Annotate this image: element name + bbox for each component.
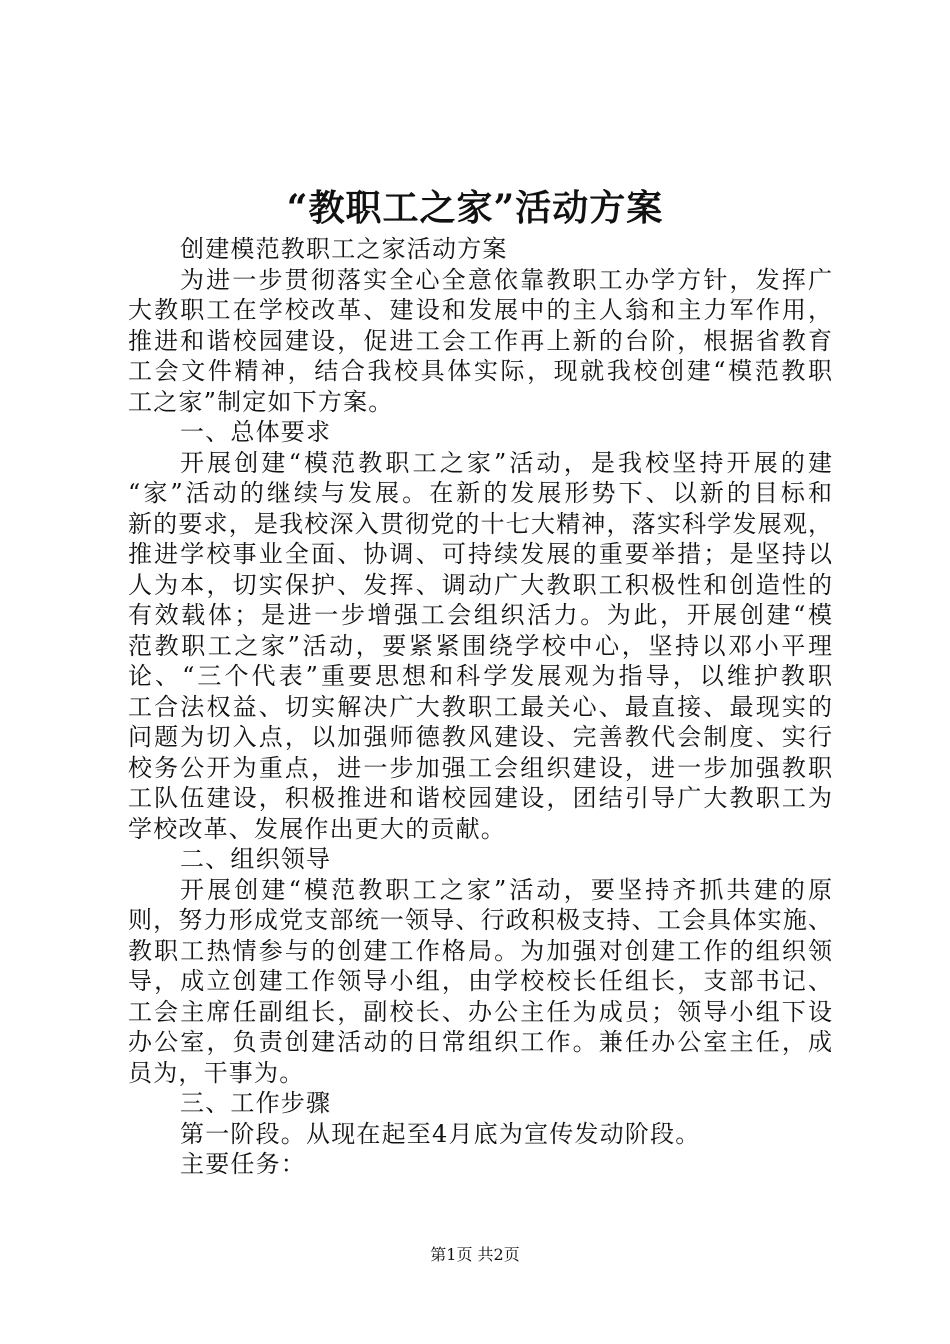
paragraph-line: 新的要求，是我校深入贯彻党的十七大精神，落实科学发展观，	[128, 509, 832, 538]
paragraph-line: 主要任务：	[180, 1150, 306, 1178]
paragraph-line: 工会文件精神，结合我校具体实际，现就我校创建“模范教职	[128, 357, 832, 385]
paragraph-line: 论、“三个代表”重要思想和科学发展观为指导，以维护教职	[128, 662, 832, 690]
section-heading: 二、组织领导	[180, 845, 332, 873]
paragraph-line: 工会主席任副组长，副校长、办公主任为成员；领导小组下设	[128, 997, 832, 1026]
paragraph-line: 教职工热情参与的创建工作格局。为加强对创建工作的组织领	[128, 936, 832, 965]
paragraph-line: 开展创建“模范教职工之家”活动，要坚持齐抓共建的原	[180, 875, 832, 904]
document-body	[128, 234, 832, 1180]
paragraph-line: 大教职工在学校改革、建设和发展中的主人翁和主力军作用，	[128, 296, 832, 324]
paragraph-line: 推进和谐校园建设，促进工会工作再上新的台阶，根据省教育	[128, 326, 832, 355]
paragraph-line: 办公室，负责创建活动的日常组织工作。兼任办公室主任，成	[128, 1028, 832, 1056]
paragraph-line: 推进学校事业全面、协调、可持续发展的重要举措；是坚持以	[128, 540, 832, 568]
paragraph-line: 员为，干事为。	[128, 1058, 305, 1087]
paragraph-line: 开展创建“模范教职工之家”活动，是我校坚持开展的建	[180, 448, 832, 477]
paragraph-line: 工合法权益、切实解决广大教职工最关心、最直接、最现实的	[128, 692, 832, 721]
paragraph-line: 工队伍建设，积极推进和谐校园建设，团结引导广大教职工为	[128, 784, 832, 812]
paragraph-line: 人为本，切实保护、发挥、调动广大教职工积极性和创造性的	[128, 570, 832, 599]
paragraph-line: 校务公开为重点，进一步加强工会组织建设，进一步加强教职	[128, 753, 832, 782]
paragraph-line: 导，成立创建工作领导小组，由学校校长任组长，支部书记、	[128, 967, 832, 995]
paragraph-line: 则，努力形成党支部统一领导、行政积极支持、工会具体实施、	[128, 906, 832, 934]
section-heading: 一、总体要求	[180, 418, 332, 446]
paragraph-line: 工之家”制定如下方案。	[128, 387, 394, 416]
section-heading: 三、工作步骤	[180, 1089, 332, 1117]
paragraph-line: 范教职工之家”活动，要紧紧围绕学校中心，坚持以邓小平理	[128, 631, 832, 660]
paragraph-line: 问题为切入点，以加强师德教风建设、完善教代会制度、实行	[128, 723, 832, 751]
page-number: 第1页 共2页	[430, 1245, 520, 1264]
document-title: “教职工之家”活动方案	[286, 187, 664, 229]
paragraph-line: 学校改革、发展作出更大的贡献。	[128, 814, 506, 843]
paragraph-line: “家”活动的继续与发展。在新的发展形势下、以新的目标和	[128, 479, 832, 507]
paragraph-line: 为进一步贯彻落实全心全意依靠教职工办学方针，发挥广	[180, 265, 832, 294]
paragraph-line: 有效载体；是进一步增强工会组织活力。为此，开展创建“模	[128, 601, 832, 629]
subtitle-line: 创建模范教职工之家活动方案	[180, 235, 508, 263]
paragraph-line: 第一阶段。从现在起至4月底为宣传发动阶段。	[180, 1119, 701, 1148]
